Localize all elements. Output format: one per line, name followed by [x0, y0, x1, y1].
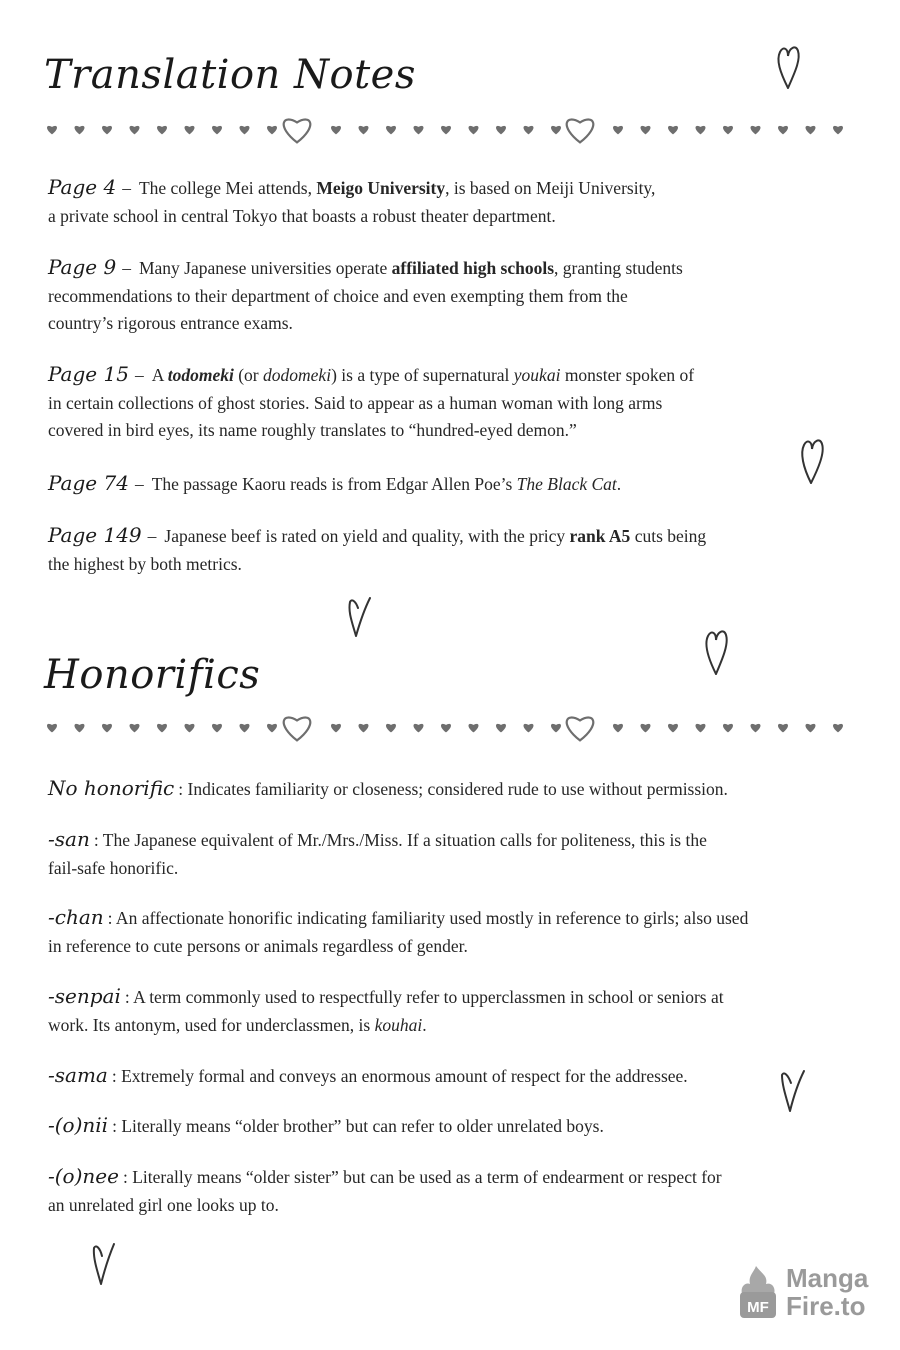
note-page-74 — [48, 470, 818, 499]
honorific-sama — [48, 1062, 818, 1091]
small-heart-icon — [496, 126, 506, 135]
entry-text: : An affectionate honorific indicating familiarity used mostly in reference to girls; also used — [107, 908, 749, 928]
page-reference: Page 149 — [48, 523, 142, 547]
small-heart-icon — [157, 126, 167, 135]
small-heart-icon — [723, 724, 733, 733]
small-heart-icon — [751, 126, 761, 135]
honorific-term: -senpai — [48, 984, 121, 1008]
small-heart-icon — [751, 724, 761, 733]
small-heart-icon — [185, 126, 195, 135]
honorific-senpai — [48, 983, 818, 1039]
entry-text: country’s rigorous entrance exams. — [48, 313, 293, 333]
heart-divider — [44, 110, 844, 150]
entry-text: . — [616, 474, 622, 494]
small-heart-icon — [386, 126, 396, 135]
note-page-9 — [48, 254, 818, 338]
entry-text: . — [422, 1014, 427, 1035]
heart-doodle-icon — [774, 42, 804, 92]
heart-divider — [44, 708, 844, 748]
small-heart-icon — [359, 724, 369, 733]
entry-text: dodomeki — [263, 365, 332, 385]
entry-text: : Indicates familiarity or closeness; considered rude to use without permission. — [178, 779, 728, 799]
small-heart-icon — [267, 126, 277, 135]
small-heart-icon — [157, 724, 167, 733]
dash-separator: – — [122, 258, 131, 278]
outline-heart-icon — [284, 120, 311, 143]
honorific-term: -sama — [48, 1063, 108, 1087]
small-heart-icon — [130, 724, 140, 733]
small-heart-icon — [75, 126, 85, 135]
entry-text: affiliated high schools — [391, 258, 555, 278]
entry-text: The passage Kaoru reads is from Edgar Allen Poe’s — [151, 474, 517, 494]
small-heart-icon — [778, 724, 788, 733]
entry-text: the highest by both metrics. — [48, 553, 242, 574]
small-heart-icon — [102, 126, 112, 135]
dash-separator: – — [134, 474, 144, 494]
entry-text: cuts being — [630, 526, 707, 546]
entry-text: a private school in central Tokyo that boasts a robust theater department. — [48, 205, 556, 226]
small-heart-icon — [414, 724, 424, 733]
flame-badge-icon — [736, 1262, 780, 1322]
small-heart-icon — [806, 724, 816, 733]
note-page-15 — [48, 361, 818, 445]
honorific-term: -(o)nii — [48, 1113, 109, 1137]
entry-text: recommendations to their department of choice and even exempting them from the — [48, 285, 628, 306]
entry-text: , is based on Meiji University, — [445, 178, 656, 198]
small-heart-icon — [130, 126, 140, 135]
small-heart-icon — [75, 724, 85, 733]
heart-doodle-icon — [776, 1065, 808, 1115]
logo-text-line2: Fire.to — [786, 1291, 866, 1321]
entry-text: Many Japanese universities operate — [138, 258, 392, 278]
note-page-4 — [48, 174, 818, 230]
small-heart-icon — [641, 126, 651, 135]
honorific-term: -san — [48, 827, 90, 851]
note-page-149 — [48, 522, 818, 578]
honorific-term: -(o)nee — [48, 1164, 119, 1188]
small-heart-icon — [331, 724, 341, 733]
mangafire-logo — [736, 1262, 876, 1322]
small-heart-icon — [524, 724, 534, 733]
entry-text: : Literally means “older sister” but can be used as a term of endearment or respect for — [122, 1167, 722, 1187]
entry-text: youkai — [513, 365, 561, 385]
small-heart-icon — [469, 126, 479, 135]
small-heart-icon — [267, 724, 277, 733]
small-heart-icon — [185, 724, 195, 733]
honorific-onii — [48, 1112, 818, 1141]
entry-text: : A term commonly used to respectfully refer to upperclassmen in school or seniors at — [124, 987, 724, 1007]
entry-text: in certain collections of ghost stories. Said to appear as a human woman with long arms — [48, 392, 663, 413]
small-heart-icon — [359, 126, 369, 135]
small-heart-icon — [496, 724, 506, 733]
dash-separator: – — [122, 178, 131, 198]
small-heart-icon — [641, 724, 651, 733]
small-heart-icon — [331, 126, 341, 135]
logo-text-line1: Manga — [786, 1263, 869, 1293]
small-heart-icon — [441, 126, 451, 135]
small-heart-icon — [240, 724, 250, 733]
honorific-san — [48, 826, 818, 882]
entry-text: ) is a type of supernatural — [331, 365, 514, 385]
entry-text: : Literally means “older brother” but can refer to older unrelated boys. — [112, 1116, 604, 1136]
small-heart-icon — [524, 126, 534, 135]
logo-badge-text: MF — [747, 1299, 769, 1316]
heart-doodle-icon — [702, 626, 732, 678]
heart-doodle-icon — [344, 592, 374, 642]
entry-text: work. Its antonym, used for underclassmen, is — [48, 1014, 375, 1035]
small-heart-icon — [778, 126, 788, 135]
heart-doodle-icon — [88, 1238, 118, 1288]
page-reference: Page 15 — [48, 362, 129, 386]
small-heart-icon — [386, 724, 396, 733]
entry-text: an unrelated girl one looks up to. — [48, 1194, 279, 1215]
page-reference: Page 9 — [48, 255, 117, 279]
small-heart-icon — [102, 724, 112, 733]
entry-text: Japanese beef is rated on yield and quality, with the pricy — [164, 526, 570, 546]
entry-text: : Extremely formal and conveys an enormous amount of respect for the addressee. — [111, 1066, 688, 1086]
outline-heart-icon — [284, 718, 311, 741]
small-heart-icon — [212, 126, 222, 135]
small-heart-icon — [613, 126, 623, 135]
heart-doodle-icon — [798, 435, 828, 487]
honorific-term: No honorific — [48, 776, 175, 800]
small-heart-icon — [414, 126, 424, 135]
outline-heart-icon — [567, 120, 594, 143]
small-heart-icon — [613, 724, 623, 733]
entry-text: (or — [233, 365, 264, 385]
small-heart-icon — [212, 724, 222, 733]
page-reference: Page 74 — [48, 471, 129, 495]
entry-text: monster spoken of — [560, 365, 695, 385]
entry-text: The college Mei attends, — [138, 178, 317, 198]
honorific-none — [48, 775, 818, 804]
entry-text: fail-safe honorific. — [48, 857, 179, 878]
small-heart-icon — [833, 126, 843, 135]
small-heart-icon — [469, 724, 479, 733]
entry-text: A — [151, 365, 168, 385]
entry-text: , granting students — [554, 258, 683, 278]
dash-separator: – — [147, 526, 157, 546]
outline-heart-icon — [567, 718, 594, 741]
small-heart-icon — [806, 126, 816, 135]
page-reference: Page 4 — [48, 175, 117, 199]
entry-text: Meigo University — [316, 178, 446, 198]
small-heart-icon — [551, 126, 561, 135]
honorific-onee — [48, 1163, 818, 1219]
small-heart-icon — [47, 724, 57, 733]
entry-text: todomeki — [167, 365, 234, 385]
small-heart-icon — [833, 724, 843, 733]
small-heart-icon — [696, 724, 706, 733]
dash-separator: – — [134, 365, 144, 385]
small-heart-icon — [723, 126, 733, 135]
entry-text: The Black Cat — [516, 474, 617, 494]
entry-text: rank A5 — [569, 526, 631, 546]
small-heart-icon — [668, 126, 678, 135]
small-heart-icon — [696, 126, 706, 135]
honorifics-title: Honorifics — [44, 652, 261, 698]
small-heart-icon — [47, 126, 57, 135]
entry-text: in reference to cute persons or animals regardless of gender. — [48, 935, 468, 956]
honorific-chan — [48, 904, 818, 960]
small-heart-icon — [441, 724, 451, 733]
entry-text: covered in bird eyes, its name roughly translates to “hundred-eyed demon.” — [48, 420, 577, 440]
small-heart-icon — [551, 724, 561, 733]
translation-notes-title: Translation Notes — [44, 52, 416, 98]
entry-text: kouhai — [374, 1014, 423, 1035]
honorific-term: -chan — [48, 905, 104, 929]
small-heart-icon — [240, 126, 250, 135]
entry-text: : The Japanese equivalent of Mr./Mrs./Miss. If a situation calls for politeness, this is the — [93, 830, 707, 850]
small-heart-icon — [668, 724, 678, 733]
